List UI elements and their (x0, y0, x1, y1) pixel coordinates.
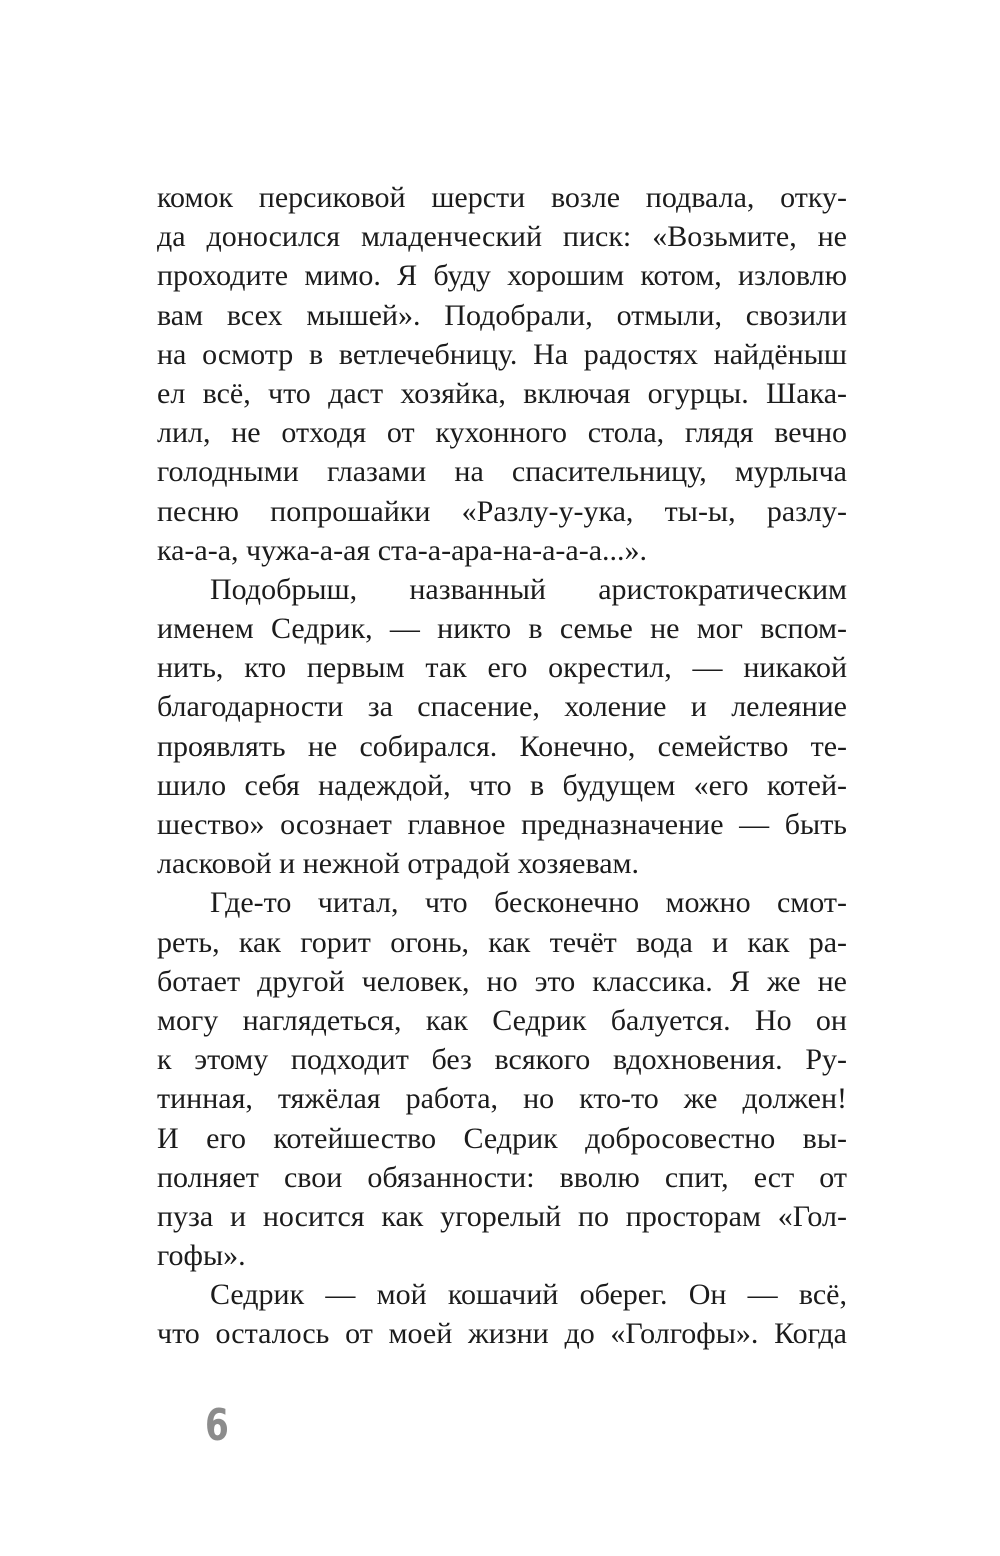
text-line: шество» осознает главное предназначение — быть (157, 808, 847, 841)
text-line: голодными глазами на спасительницу, мурлыча (157, 455, 847, 489)
text-line: Седрик — мой кошачий оберег. Он — всё, (210, 1278, 847, 1312)
text-line: пуза и носится как угорелый по просторам «Гол- (157, 1199, 847, 1233)
paragraph (157, 570, 847, 884)
text-line: лил, не отходя от кухонного стола, глядя вечно (157, 416, 847, 450)
paragraph (157, 1275, 847, 1353)
text-line: тинная, тяжёлая работа, но кто-то же должен! (157, 1082, 847, 1116)
text-line: именем Седрик, — никто в семье не мог вспом- (157, 612, 847, 646)
text-line: Подобрыш, названный аристократическим (210, 572, 847, 606)
text-line: на осмотр в ветлечебницу. На радостях найдёныш (157, 337, 847, 371)
text-line: комок персиковой шерсти возле подвала, отку- (157, 181, 847, 214)
text-line: ка-а-а, чужа-а-ая ста-а-ара-на-а-а-а...». (157, 533, 648, 567)
text-line: реть, как горит огонь, как течёт вода и как ра- (157, 925, 847, 959)
text-line: песню попрошайки «Разлу-у-ука, ты-ы, разлу- (157, 494, 847, 528)
text-line: Где-то читал, что бесконечно можно смот- (210, 886, 847, 920)
text-line: могу наглядеться, как Седрик балуется. Но он (157, 1003, 847, 1037)
text-line: гофы». (157, 1239, 246, 1273)
text-line: ботает другой человек, но это классика. Я же не (157, 964, 847, 998)
text-line: ласковой и нежной отрадой хозяевам. (157, 847, 640, 881)
text-line: что осталось от моей жизни до «Голгофы». Когда (157, 1317, 847, 1351)
text-line: шило себя надеждой, что в будущем «его котей- (157, 768, 847, 802)
text-line: И его котейшество Седрик добросовестно вы- (157, 1121, 847, 1155)
text-line: нить, кто первым так его окрестил, — никакой (157, 651, 847, 685)
text-line: да доносился младенческий писк: «Возьмите, не (157, 220, 847, 254)
paragraph (157, 178, 847, 570)
text-line: проходите мимо. Я буду хорошим котом, изловлю (157, 259, 847, 293)
text-line: полняет свои обязанности: вволю спит, ест от (157, 1160, 847, 1194)
text-line: благодарности за спасение, холение и лелеяние (157, 690, 847, 724)
text-line: к этому подходит без всякого вдохновения. Ру- (157, 1043, 847, 1077)
body-text (157, 178, 847, 1354)
text-line: ел всё, что даст хозяйка, включая огурцы. Шака- (157, 376, 847, 410)
text-line: проявлять не собирался. Конечно, семейство те- (157, 729, 847, 763)
page-number: 6 (205, 1400, 229, 1451)
paragraph (157, 883, 847, 1275)
text-line: вам всех мышей». Подобрали, отмыли, свозили (157, 298, 847, 332)
